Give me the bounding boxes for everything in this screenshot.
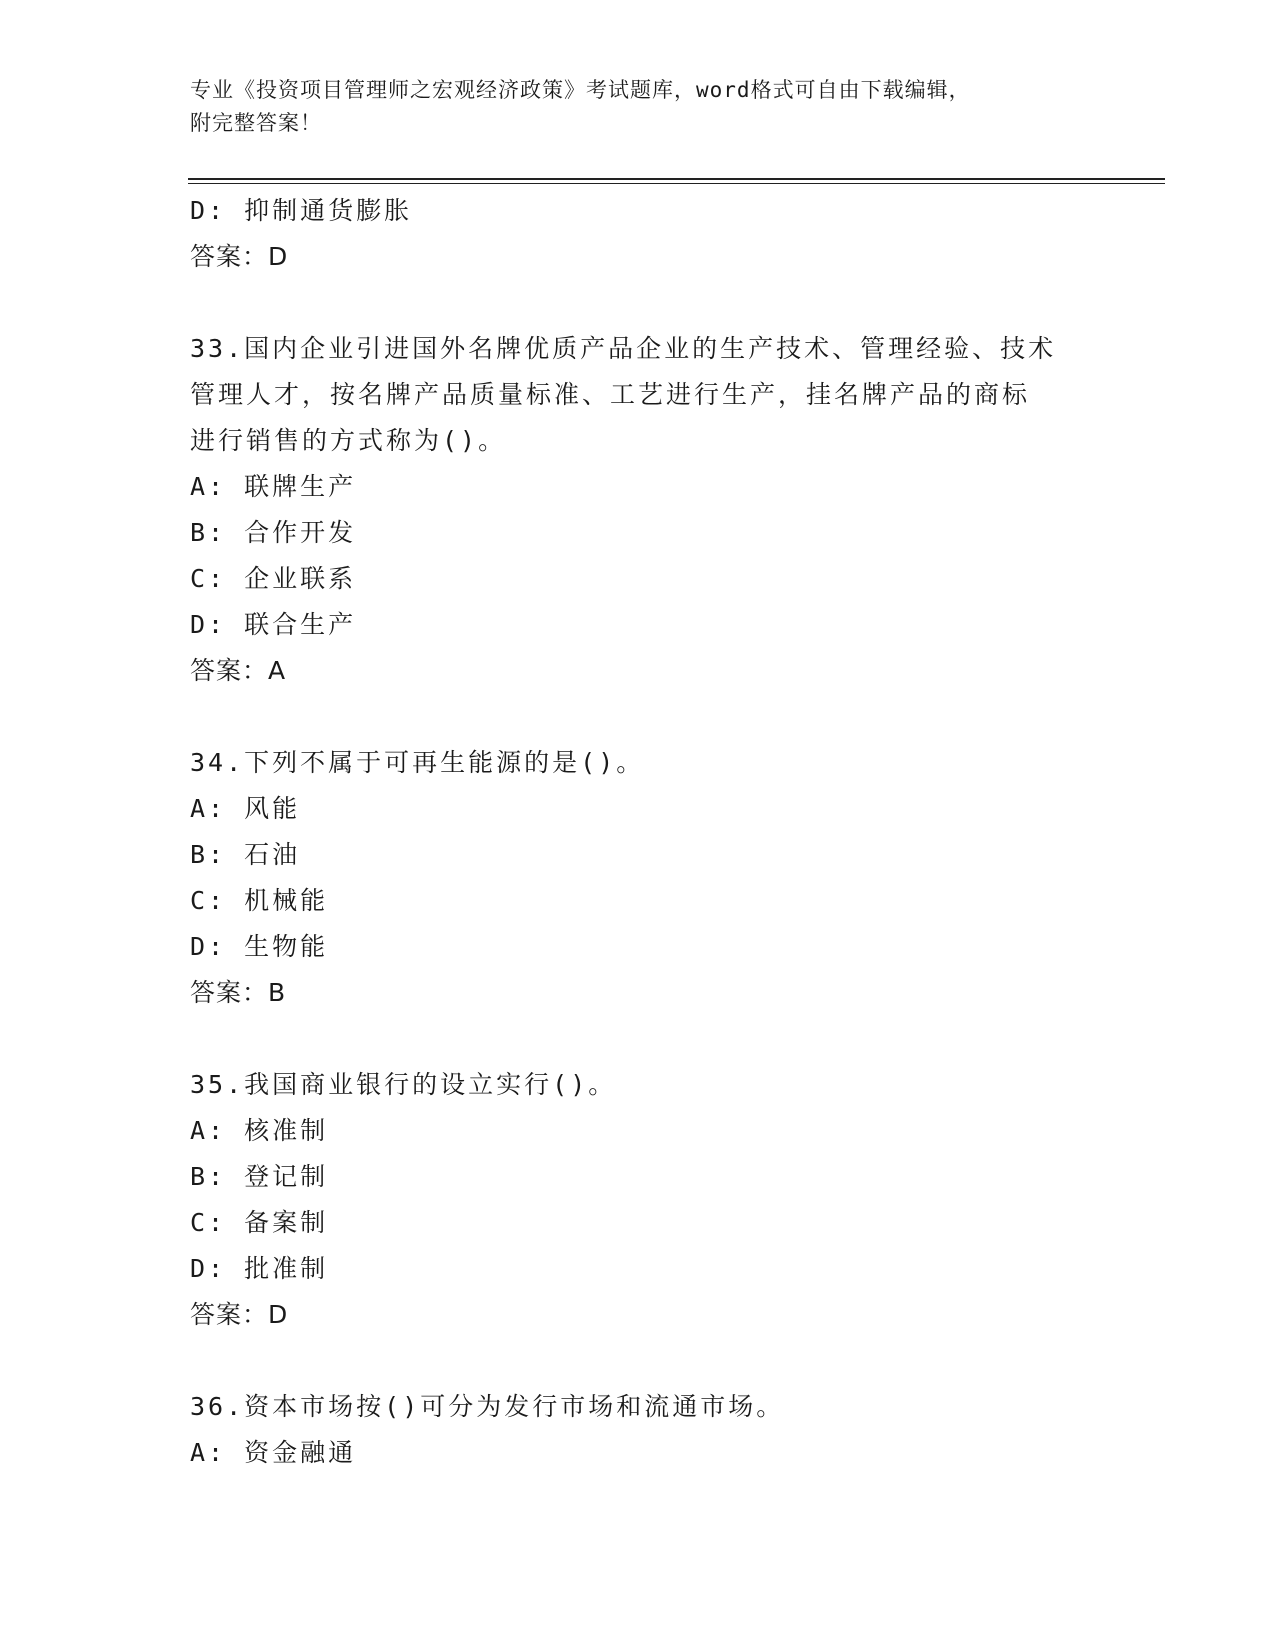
option-b: B: 登记制 [190,1162,329,1191]
header-divider-thin [188,183,1165,184]
answer: 答案：A [190,656,287,685]
question-stem-line: 35.我国商业银行的设立实行()。 [190,1070,617,1099]
prev-option-d: D: 抑制通货膨胀 [190,196,413,225]
option-a: A: 核准制 [190,1116,329,1145]
question-stem-line: 36.资本市场按()可分为发行市场和流通市场。 [190,1392,785,1421]
question-stem-line: 34.下列不属于可再生能源的是()。 [190,748,645,777]
option-b: B: 石油 [190,840,301,869]
spacer [190,694,1090,740]
question-34 [190,740,1090,1016]
option-c: C: 备案制 [190,1208,329,1237]
option-d: D: 生物能 [190,932,329,961]
answer: 答案：D [190,1300,289,1329]
header-line-2: 附完整答案！ [190,111,322,135]
option-d: D: 批准制 [190,1254,329,1283]
prev-answer: 答案：D [190,242,289,271]
spacer [190,1016,1090,1062]
option-c: C: 企业联系 [190,564,357,593]
question-36 [190,1384,1090,1476]
question-stem-line: 33.国内企业引进国外名牌优质产品企业的生产技术、管理经验、技术 [190,334,1057,363]
option-a: A: 风能 [190,794,301,823]
question-33 [190,326,1090,694]
option-a: A: 联牌生产 [190,472,357,501]
question-35 [190,1062,1090,1338]
option-a: A: 资金融通 [190,1438,357,1467]
header-divider-thick [188,178,1165,180]
option-d: D: 联合生产 [190,610,357,639]
question-stem-line: 管理人才，按名牌产品质量标准、工艺进行生产，挂名牌产品的商标 [190,380,1031,409]
option-b: B: 合作开发 [190,518,357,547]
spacer [190,280,1090,326]
answer: 答案：B [190,978,287,1007]
option-c: C: 机械能 [190,886,329,915]
question-stem-line: 进行销售的方式称为()。 [190,426,507,455]
document-header [190,74,1090,140]
spacer [190,1338,1090,1384]
question-list [190,188,1090,1476]
header-line-1: 专业《投资项目管理师之宏观经济政策》考试题库，word格式可自由下载编辑， [190,78,971,102]
